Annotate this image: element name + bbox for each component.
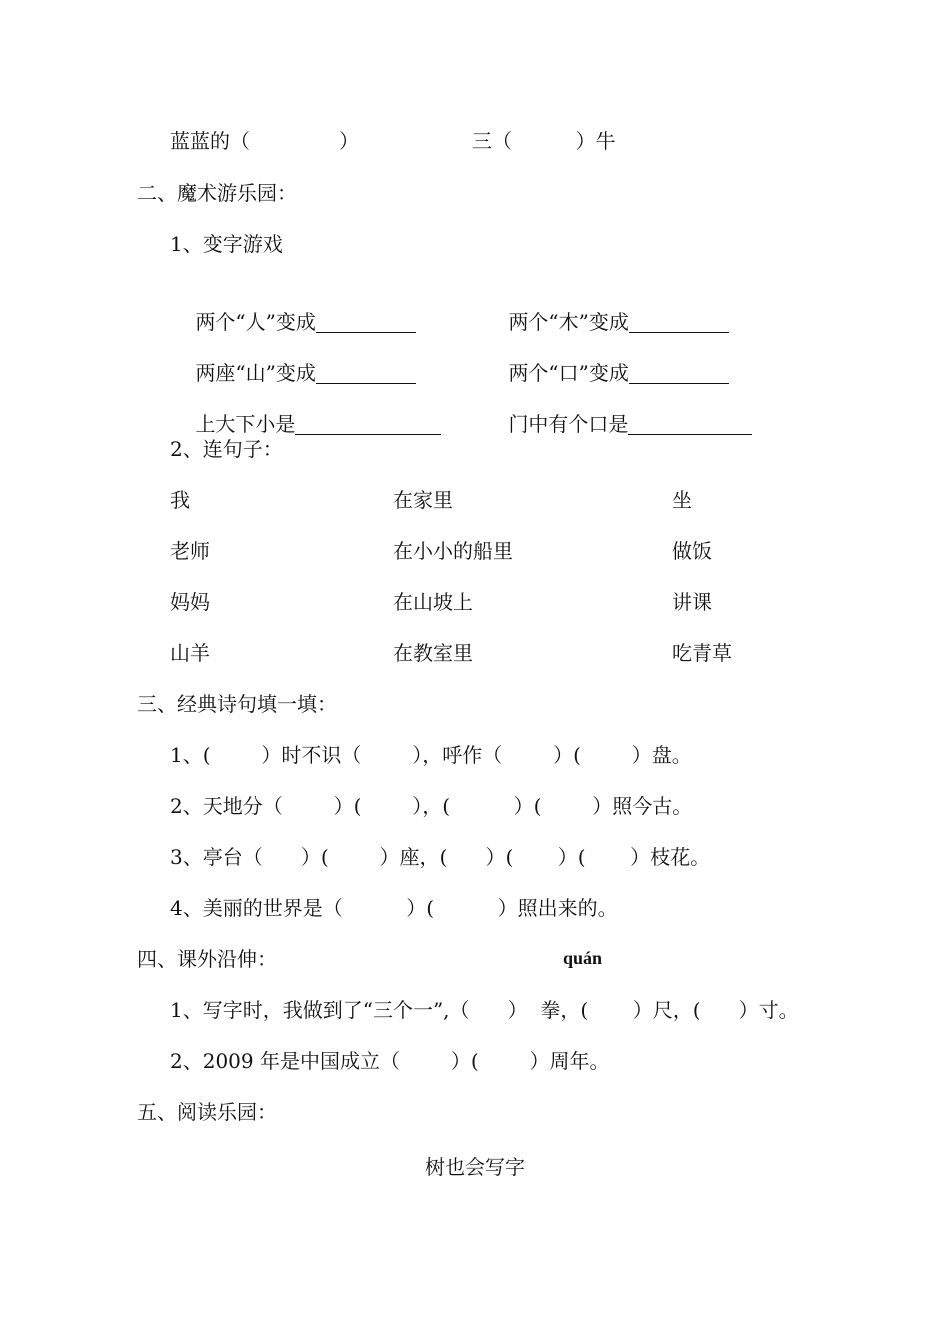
connect-word[interactable]: 讲课	[672, 590, 712, 614]
q1-title: 1、变字游戏	[170, 232, 283, 256]
section4-heading: 四、课外沿伸：	[137, 947, 277, 971]
pinyin-annotation: quán	[563, 948, 603, 968]
section2-heading: 二、魔术游乐园：	[137, 181, 297, 205]
connect-word[interactable]: 老师	[170, 539, 210, 563]
connect-word[interactable]: 我	[170, 488, 190, 512]
connect-word[interactable]: 做饭	[672, 539, 712, 563]
passage-title: 树也会写字	[425, 1155, 525, 1179]
connect-word[interactable]: 坐	[672, 488, 692, 512]
connect-word[interactable]: 在教室里	[393, 641, 473, 665]
extension-line: 1、写字时，我做到了“三个一”,（ ） 拳，( ）尺，( ）寸。	[170, 998, 799, 1022]
word-game-prompt: 门中有个口是	[508, 412, 629, 436]
answer-blank[interactable]	[628, 414, 752, 435]
connect-word[interactable]: 山羊	[170, 641, 210, 665]
word-game-prompt: 两座“山”变成	[195, 361, 316, 385]
word-game-prompt: 两个“口”变成	[508, 361, 629, 385]
connect-word[interactable]: 妈妈	[170, 590, 210, 614]
poem-line: 2、天地分（ ）( ），( ）( ）照今古。	[170, 794, 693, 818]
word-game-prompt: 两个“人”变成	[195, 310, 316, 334]
section3-heading: 三、经典诗句填一填：	[137, 692, 337, 716]
answer-blank[interactable]	[316, 363, 416, 384]
connect-word[interactable]: 在家里	[393, 488, 453, 512]
q2-title: 2、连句子：	[170, 437, 283, 461]
section5-heading: 五、阅读乐园：	[137, 1100, 277, 1124]
poem-line: 3、亭台（ ）( ）座，( ）( ）( ）枝花。	[170, 845, 711, 869]
poem-line: 4、美丽的世界是（ ）( ）照出来的。	[170, 896, 618, 920]
connect-word[interactable]: 在山坡上	[393, 590, 473, 614]
fill-blue: 蓝蓝的（ ）	[170, 129, 360, 153]
extension-line: 2、2009 年是中国成立（ ）( ）周年。	[170, 1049, 610, 1073]
fill-three-cow: 三（ ）牛	[472, 129, 616, 153]
answer-blank[interactable]	[316, 312, 416, 333]
connect-word[interactable]: 在小小的船里	[393, 539, 513, 563]
answer-blank[interactable]	[629, 363, 729, 384]
word-game-prompt: 上大下小是	[195, 412, 296, 436]
poem-line: 1、( ）时不识（ ），呼作（ ）( ）盘。	[170, 743, 692, 767]
word-game-prompt: 两个“木”变成	[508, 310, 629, 334]
answer-blank[interactable]	[629, 312, 729, 333]
connect-word[interactable]: 吃青草	[672, 641, 732, 665]
word-game-item	[483, 385, 752, 463]
answer-blank[interactable]	[295, 414, 441, 435]
